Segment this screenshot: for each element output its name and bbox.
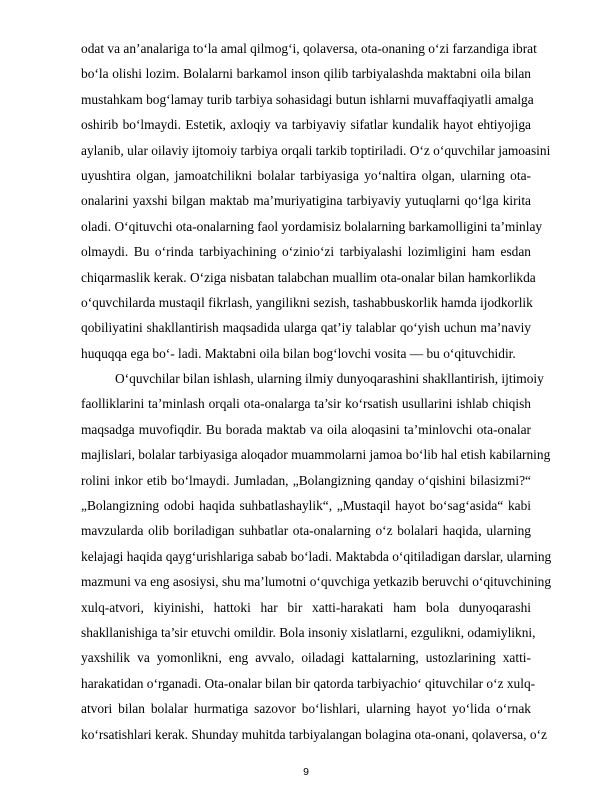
text-line: majlislari, bolalar tarbiyasiga aloqador muammolarni jamoa bo‘lib hal etish kabilarning [81,447,551,463]
text-line: kelajagi haqida qayg‘urishlariga sabab bo‘ladi. Maktabda o‘qitiladigan darslar, ularning [81,548,552,564]
text-line: bo‘la olishi lozim. Bolalarni barkamol inson qilib tarbiyalashda maktabni oila bilan [81,66,531,82]
text-line: atvori bilan bolalar hurmatiga sazovor bo‘lishlari, ularning hayot yo‘lida o‘rnak [81,701,531,717]
paragraph-start-line: O‘quvchilar bilan ishlash, ularning ilmiy dunyoqarashini shakllantirish, ijtimoiy [115,371,544,387]
text-line: „Bolangizning odobi haqida suhbatlashaylik“, „Mustaqil hayot bo‘sag‘asida“ kabi [81,498,531,514]
text-line: oladi. O‘qituvchi ota-onalarning faol yordamisiz bolalarning barkamolligini ta’minlay [81,218,543,234]
text-line: qobiliyatini shakllantirish maqsadida ularga qat’iy talablar qo‘yish uchun ma’naviy [81,320,531,336]
text-line: aylanib, ular oilaviy ijtomoiy tarbiya orqali tarkib toptiriladi. O‘z o‘quvchilar jamoasini [81,142,551,158]
text-line: olmaydi. Bu o‘rinda tarbiyachining o‘zinio‘zi tarbiyalashi lozimligini ham esdan [81,244,531,260]
text-line: maqsadga muvofiqdir. Bu borada maktab va oila aloqasini ta’minlovchi ota-onalar [81,421,531,437]
text-line: o‘quvchilarda mustaqil fikrlash, yangilikni sezish, tashabbuskorlik hamda ijodkorlik [81,294,533,310]
text-line: xulq-atvori, kiyinishi, hattoki har bir xatti-harakati ham bola dunyoqarashi [81,599,531,615]
text-line: uyushtira olgan, jamoatchilikni bolalar tarbiyasiga yo‘naltira olgan, ularning ota- [81,167,531,183]
text-line: mazmuni va eng asosiysi, shu ma’lumotni o‘quvchiga yetkazib beruvchi o‘qituvchining [81,574,552,590]
text-line: onalarini yaxshi bilgan maktab ma’muriyatigina tarbiyaviy yutuqlarni qo‘lga kirita [81,193,531,209]
text-line: odat va an’analariga to‘la amal qilmog‘i, qolaversa, ota-onaning o‘zi farzandiga ibrat [81,41,537,56]
text-line: mustahkam bog‘lamay turib tarbiya sohasidagi butun ishlarni muvaffaqiyatli amalga [81,91,534,107]
text-line: yaxshilik va yomonlikni, eng avvalo, oiladagi kattalarning, ustozlarining xatti- [81,650,531,666]
text-line: oshirib bo‘lmaydi. Estetik, axloqiy va tarbiyaviy sifatlar kundalik hayot ehtiyojiga [81,117,531,133]
body-text [81,36,552,747]
paragraph-end-line: huquqqa ega bo‘- ladi. Maktabni oila bilan bog‘lovchi vosita — bu o‘qituvchidir. [81,345,516,361]
text-line: faolliklarini ta’minlash orqali ota-onalarga ta’sir ko‘rsatish usullarini ishlab chiqish [81,396,531,412]
text-line: mavzularda olib boriladigan suhbatlar ota-onalarning o‘z bolalari haqida, ularning [81,523,531,539]
text-line: shakllanishiga ta’sir etuvchi omildir. Bola insoniy xislatlarni, ezgulikni, odamiylikni, [81,624,536,640]
text-line: ko‘rsatishlari kerak. Shunday muhitda tarbiyalangan bolagina ota-onani, qolaversa, o‘z [81,726,547,742]
text-line: rolini inkor etib bo‘lmaydi. Jumladan, „Bolangizning qanday o‘qishini bilasizmi?“ [81,472,531,488]
text-line: chiqarmaslik kerak. O‘ziga nisbatan talabchan muallim ota-onalar bilan hamkorlikda [81,269,536,285]
page-number: 9 [303,766,309,778]
text-line: harakatidan o‘rganadi. Ota-onalar bilan bir qatorda tarbiyachio‘ qituvchilar o‘z xulq- [81,675,536,691]
